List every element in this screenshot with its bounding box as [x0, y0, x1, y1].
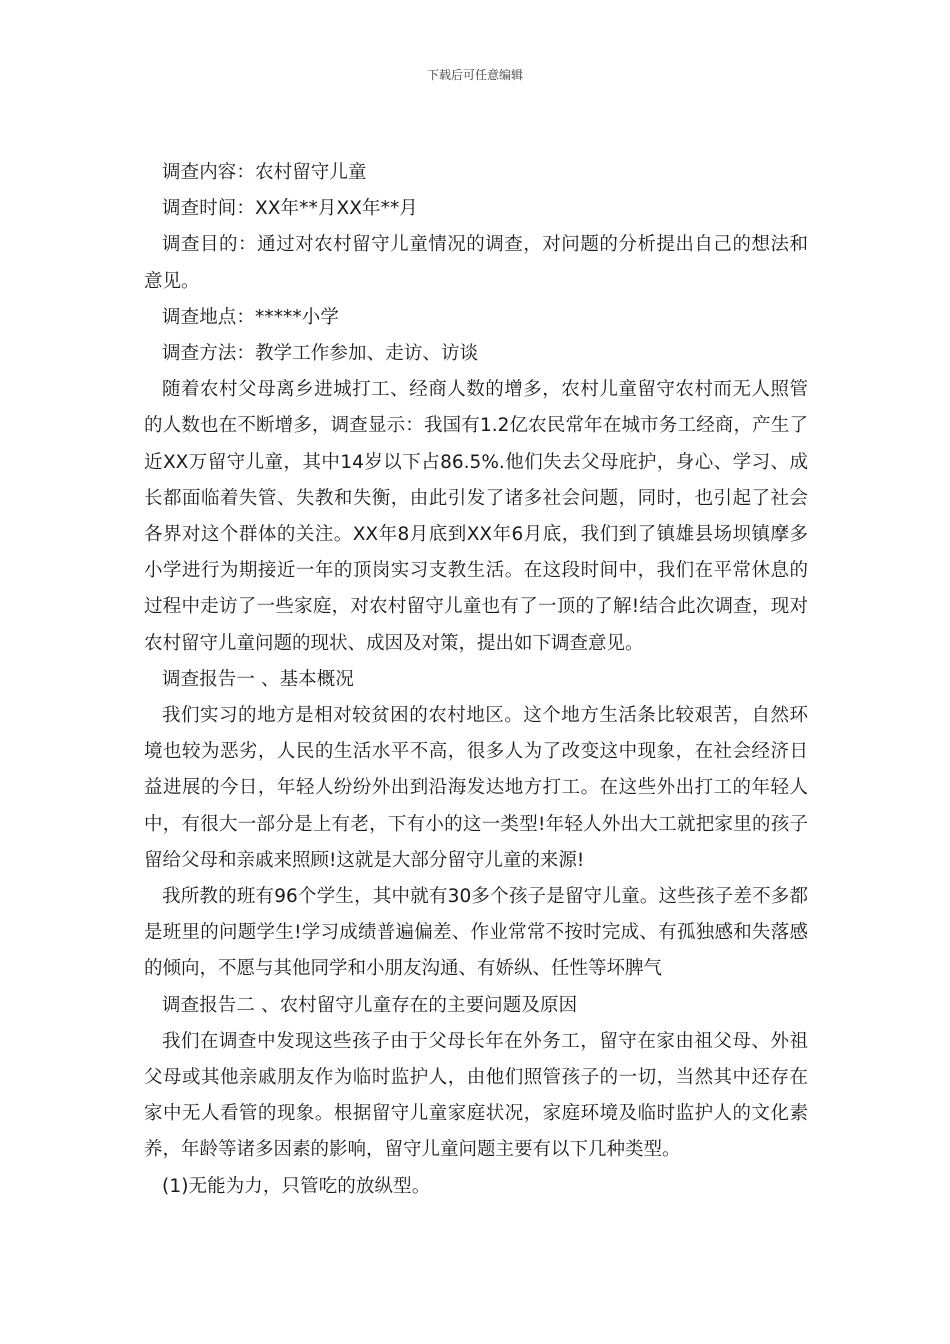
survey-method: 调查方法：教学工作参加、走访、访谈 — [162, 342, 479, 364]
page-header: 下载后可任意编辑 — [426, 68, 523, 82]
list-item-1: (1)无能为力，只管吃的放纵型。 — [162, 1175, 431, 1197]
section2-paragraph-1: 我们在调查中发现这些孩子由于父母长年在外务工，留守在家由祖父母、外祖父母或其他亲戚朋友作为临时监护人，由他们照管孩子的一切，当然其中还存在家中无人看管的现象。根据留守儿童家庭状况，家庭环境及临时监护人的文化素养，年龄等诸多因素的影响，留守儿童问题主要有以下几种类型。 — [144, 1030, 808, 1161]
section1-title: 调查报告一 、基本概况 — [162, 668, 354, 690]
survey-time: 调查时间：XX年**月XX年**月 — [162, 198, 418, 220]
survey-purpose: 调查目的：通过对农村留守儿童情况的调查，对问题的分析提出自己的想法和意见。 — [144, 234, 808, 292]
section2-title: 调查报告二 、农村留守儿童存在的主要问题及原因 — [162, 994, 578, 1016]
survey-content: 调查内容：农村留守儿童 — [162, 162, 367, 183]
survey-location: 调查地点：*****小学 — [162, 306, 339, 328]
document-body — [144, 155, 808, 1205]
intro-paragraph: 随着农村父母离乡进城打工、经商人数的增多，农村儿童留守农村而无人照管的人数也在不断增多，调查显示：我国有1.2亿农民常年在城市务工经商，产生了近XX万留守儿童，其中14岁以下占86.5%.他们失去父母庇护，身心、学习、成长都面临着失管、失教和失衡，由此引发了诸多社会问题，同时，也引起了社会各界对这个群体的关注。XX年8月底到XX年6月底，我们到了镇雄县场坝镇摩多小学进行为期接近一年的顶岗实习支教生活。在这段时间中，我们在平常休息的过程中走访了一些家庭，对农村留守儿童也有了一顶的了解!结合此次调查，现对农村留守儿童问题的现状、成因及对策，提出如下调查意见。 — [144, 379, 808, 654]
section1-paragraph-1: 我们实习的地方是相对较贫困的农村地区。这个地方生活条比较艰苦，自然环境也较为恶劣，人民的生活水平不高，很多人为了改变这中现象，在社会经济日益进展的今日，年轻人纷纷外出到沿海发达地方打工。在这些外出打工的年轻人中，有很大一部分是上有老，下有小的这一类型!年轻人外出大工就把家里的孩子留给父母和亲戚来照顾!这就是大部分留守儿童的来源! — [144, 704, 808, 871]
section1-paragraph-2: 我所教的班有96个学生，其中就有30多个孩子是留守儿童。这些孩子差不多都是班里的问题学生!学习成绩普遍偏差、作业常常不按时完成、有孤独感和失落感的倾向，不愿与其他同学和小朋友沟通、有娇纵、任性等坏脾气 — [144, 885, 808, 980]
